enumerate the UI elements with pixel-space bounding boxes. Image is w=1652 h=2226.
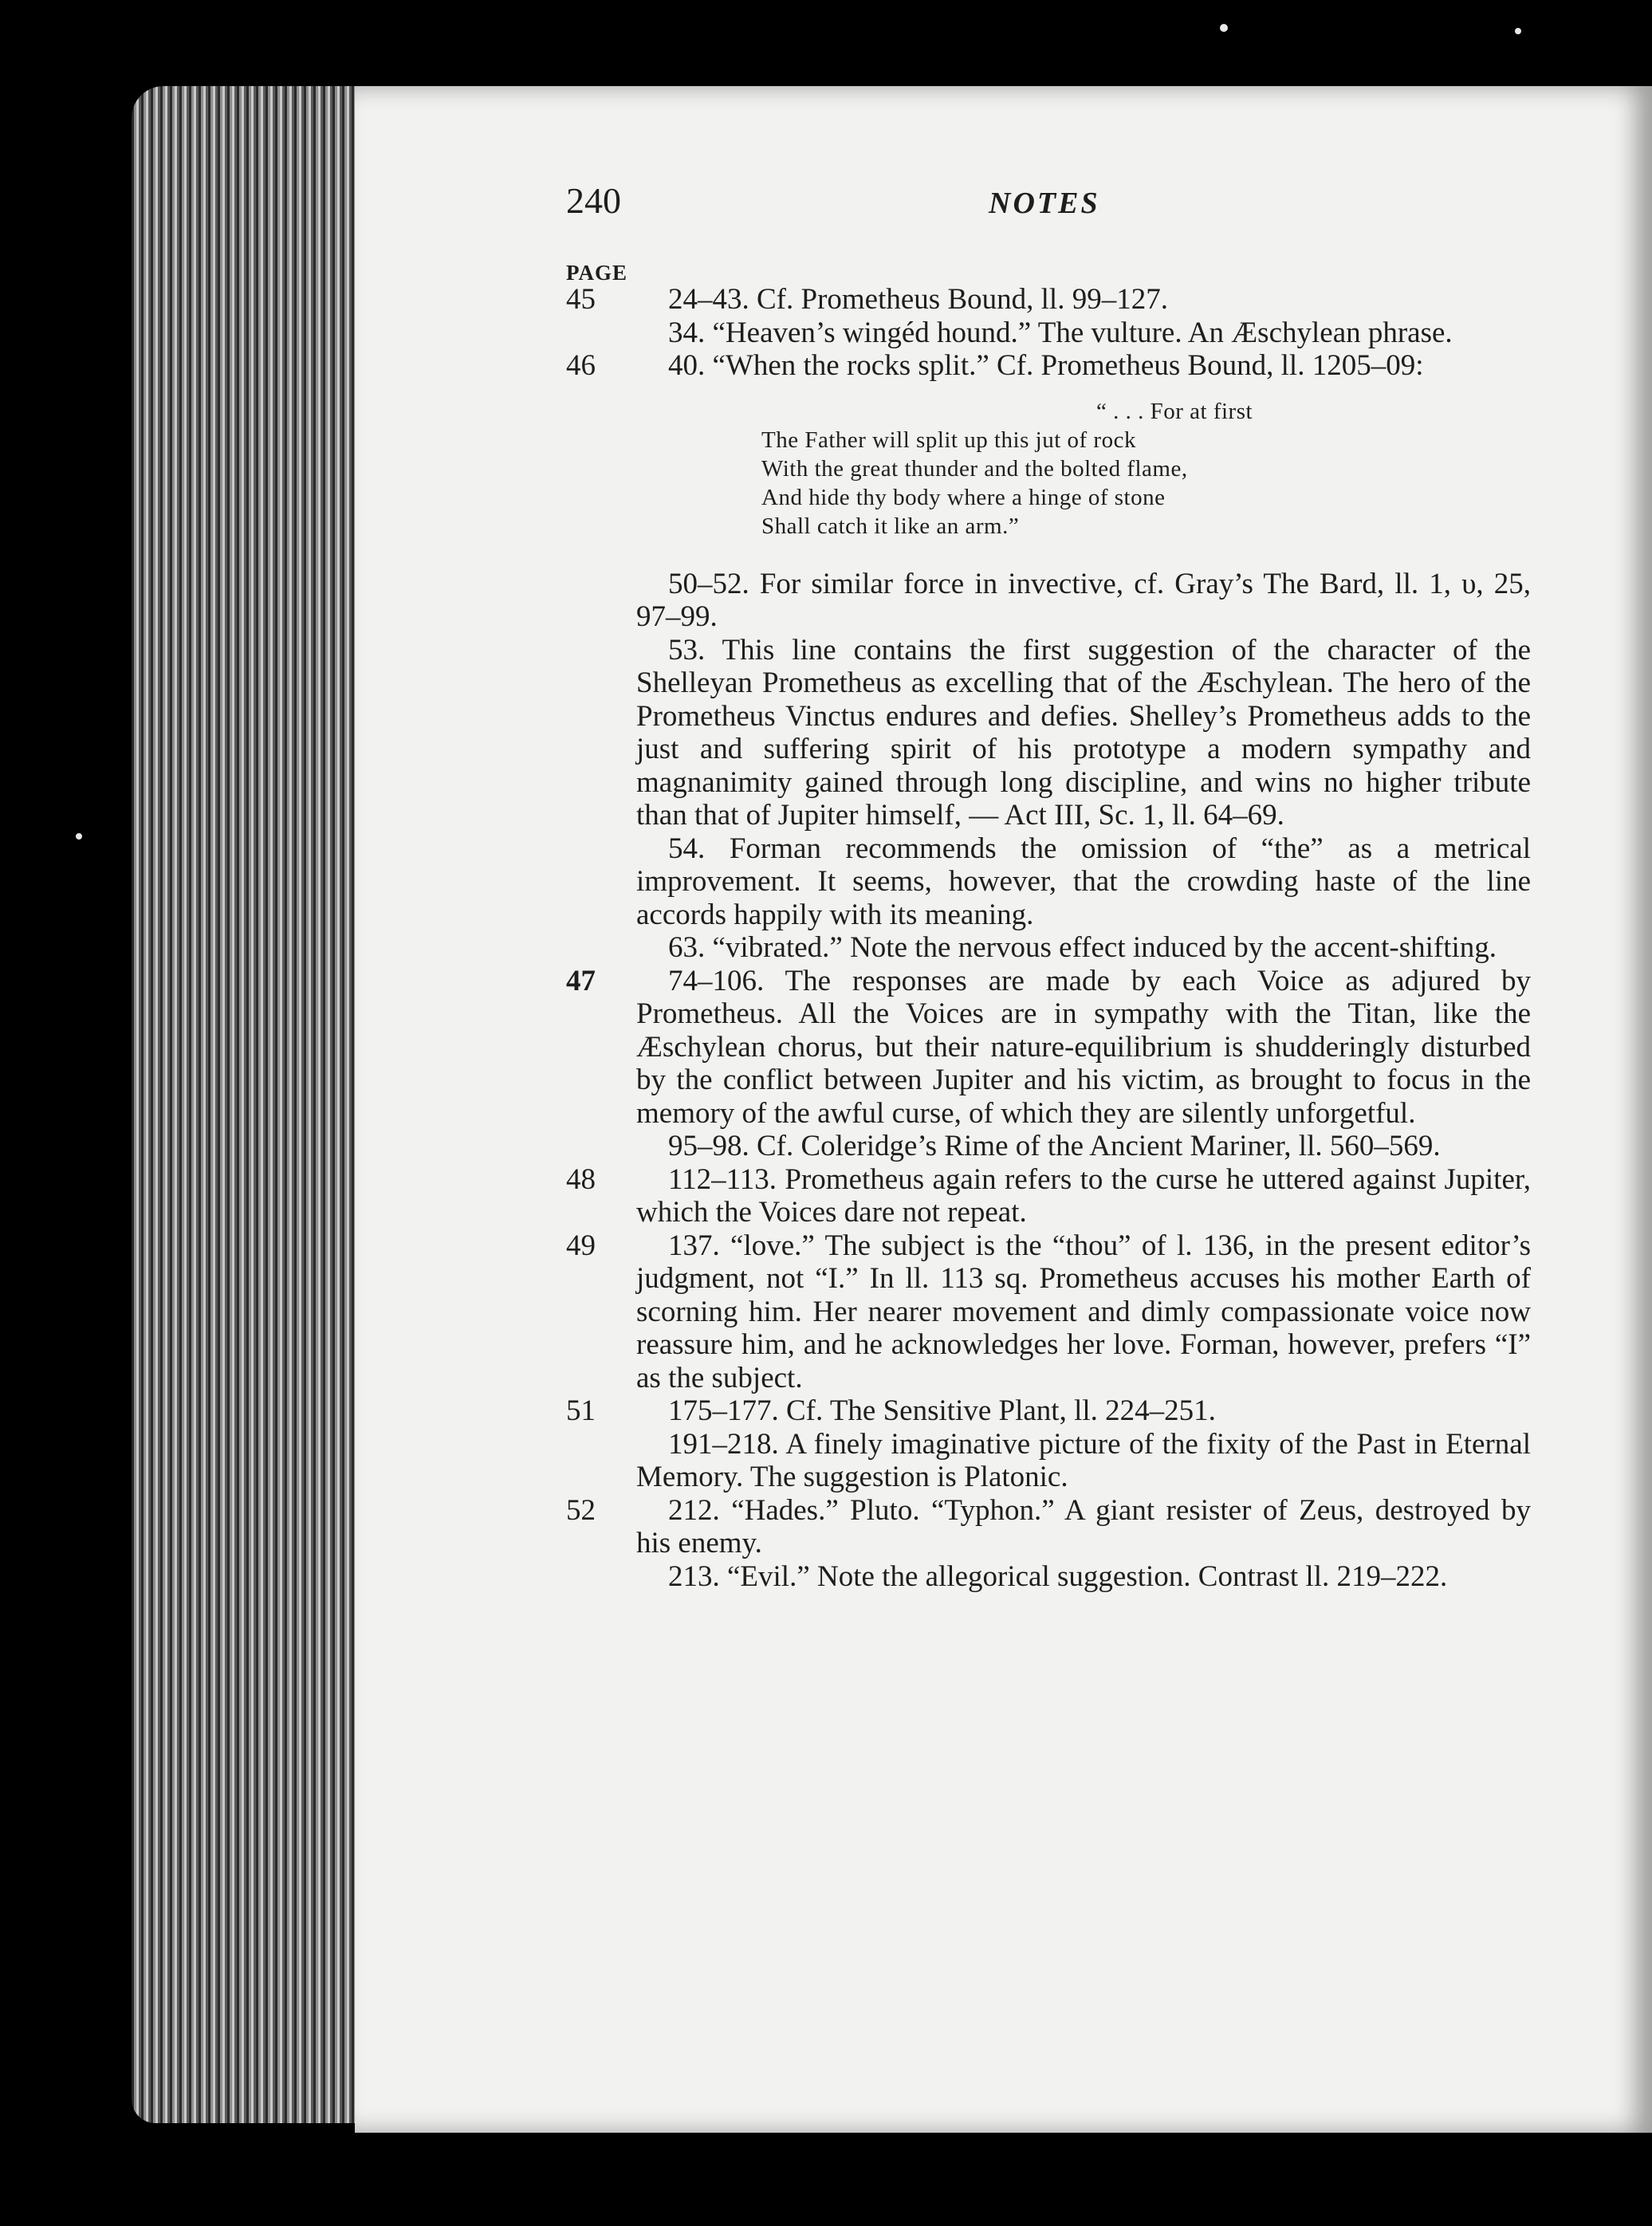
note-text: 112–113. Prometheus again refers to the curse he uttered against Jupiter, which the Voices dare not repeat.	[636, 1162, 1531, 1229]
note-text: 53. This line contains the first suggestion of the character of the Shelleyan Prometheus as excelling that of the Æschylean. The hero of the Prometheus Vinctus endures and defies. Shelley’s Prometheus adds to the just and suffering spirit of his prototype a modern sympathy and magnanimity gained through long discipline, and wins no higher tribute than that of Jupiter himself, — Act III, Sc. 1, ll. 64–69.	[636, 633, 1531, 832]
note-text: 213. “Evil.” Note the allegorical suggestion. Contrast ll. 219–222.	[668, 1559, 1448, 1593]
note-entry	[566, 283, 1531, 317]
dust-speck	[1515, 28, 1521, 34]
page-number: 240	[566, 180, 621, 221]
notes-body	[566, 283, 1531, 1593]
note-text: 212. “Hades.” Pluto. “Typhon.” A giant resister of Zeus, destroyed by his enemy.	[636, 1493, 1531, 1559]
note-entry	[566, 1394, 1531, 1428]
note-entry	[566, 1229, 1531, 1395]
note-entry	[566, 1494, 1531, 1560]
note-entry	[566, 568, 1531, 634]
page-ref: 48	[566, 1162, 596, 1196]
quote-line: “ . . . For at first	[1096, 398, 1253, 424]
page-column-label: PAGE	[566, 261, 627, 285]
quote-line: Shall catch it like an arm.”	[761, 513, 1020, 539]
note-entry	[566, 1560, 1531, 1594]
note-text: 50–52. For similar force in invective, cf. Gray’s The Bard, ll. 1, υ, 25, 97–99.	[636, 567, 1531, 633]
page-ref: 49	[566, 1229, 596, 1262]
quote-line: And hide thy body where a hinge of stone	[761, 484, 1166, 510]
note-entry	[566, 317, 1531, 350]
spacer	[566, 541, 1531, 568]
note-entry	[566, 1428, 1531, 1494]
quote-line: The Father will split up this jut of rock	[761, 427, 1136, 453]
note-entry	[566, 1163, 1531, 1229]
page-ref: 45	[566, 283, 596, 316]
dust-speck	[1220, 24, 1228, 32]
book-page-edges	[132, 86, 371, 2123]
note-text: 40. “When the rocks split.” Cf. Prometheus Bound, ll. 1205–09:	[668, 349, 1424, 382]
note-text: 63. “vibrated.” Note the nervous effect induced by the accent-shifting.	[668, 931, 1497, 964]
dust-speck	[76, 833, 82, 840]
note-entry	[566, 931, 1531, 965]
note-text: 95–98. Cf. Coleridge’s Rime of the Ancient Mariner, ll. 560–569.	[668, 1130, 1441, 1162]
page-ref: 46	[566, 349, 596, 382]
note-text: 54. Forman recommends the omission of “the” as a metrical improvement. It seems, however, that the crowding haste of the line accords happily with its meaning.	[636, 832, 1531, 931]
page-ref: 52	[566, 1493, 596, 1527]
note-entry	[566, 965, 1531, 1131]
running-head: NOTES	[989, 187, 1100, 220]
note-entry	[566, 832, 1531, 932]
note-text: 137. “love.” The subject is the “thou” of l. 136, in the present editor’s judgment, not “I.” In ll. 113 sq. Prometheus accuses his mother Earth of scorning him. Her nearer movement and dimly compassionate voice now reassure him, and he acknowledges her love. Forman, however, prefers “I” as the subject.	[636, 1229, 1531, 1394]
note-entry	[566, 634, 1531, 832]
page-ref: 51	[566, 1394, 596, 1427]
page-ref: 47	[566, 964, 596, 997]
note-text: 191–218. A finely imaginative picture of the fixity of the Past in Eternal Memory. The suggestion is Platonic.	[636, 1427, 1531, 1493]
note-text: 175–177. Cf. The Sensitive Plant, ll. 224–251.	[668, 1394, 1216, 1427]
verse-quotation	[761, 397, 1531, 541]
note-text: 24–43. Cf. Prometheus Bound, ll. 99–127.	[668, 283, 1168, 316]
note-text: 34. “Heaven’s wingéd hound.” The vulture. An Æschylean phrase.	[668, 316, 1453, 349]
quote-line: With the great thunder and the bolted flame,	[761, 455, 1188, 482]
page-header	[566, 179, 1531, 235]
note-entry	[566, 1130, 1531, 1163]
note-text: 74–106. The responses are made by each Voice as adjured by Prometheus. All the Voices are in sympathy with the Titan, like the Æschylean chorus, but their nature-equilibrium is shudderingly disturbed by the conflict between Jupiter and his victim, as brought to focus in the memory of the awful curse, of which they are silently unforgetful.	[636, 964, 1531, 1130]
note-entry	[566, 349, 1531, 383]
